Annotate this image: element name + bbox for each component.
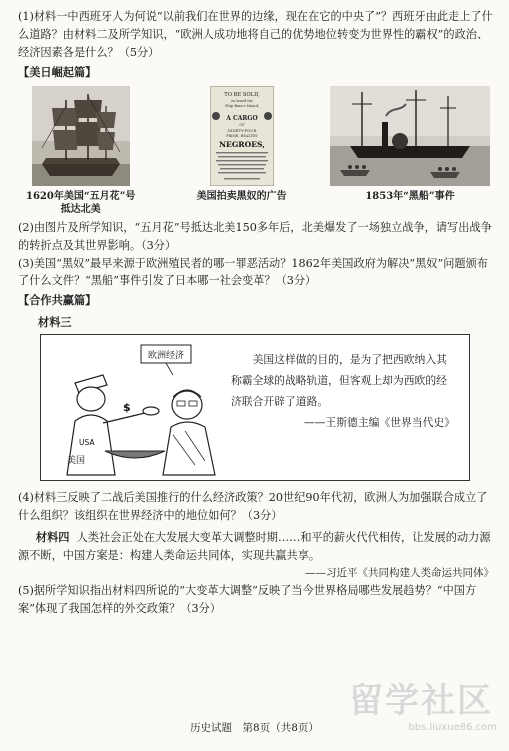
poster-line-4: OF	[239, 122, 245, 127]
caption-black-ships: 1853年“黑船”事件	[365, 190, 455, 202]
question-5: (5)据所学知识指出材料四所说的“大变革大调整”反映了当今世界格局哪些发展趋势？“中国方案”体现了我国怎样的外交政策？（3分）	[18, 583, 477, 615]
cartoon-label-usa: 美国	[67, 456, 86, 467]
marshall-plan-cartoon	[45, 335, 225, 478]
watermark-brand: 留学社区	[349, 681, 493, 721]
watermark-url: bbs.liuxue86.com	[408, 722, 497, 733]
image-row	[26, 86, 490, 217]
question-2: (2)由图片及所学知识，“五月花”号抵达北美150多年后，北美爆发了一场独立战争，请写出战争的转折点及其世界影响。（3分）	[18, 220, 492, 252]
caption-slave-poster: 美国拍卖黑奴的广告	[196, 190, 287, 202]
question-1: (1)材料一中西班牙人为何说“以前我们在世界的边缘，现在在它的中央了”？西班牙由此走上了什么道路？由材料二及所学知识，“欧洲人成功地将自己的优势地位转变为世界性的霸权”的政治、经济因素各是什么？（5分）	[18, 10, 493, 59]
material-3-source: ——王斯德主编《世界当代史》	[303, 416, 455, 430]
section-heading-rise: 【美日崛起篇】	[18, 64, 97, 79]
watermark	[349, 681, 497, 744]
question-4: (4)材料三反映了二战后美国推行的什么经济政策？20世纪90年代初，欧洲人为加强联合成立了什么组织？该组织在世界经济中的地位如何？（3分）	[18, 491, 488, 523]
section-heading-cooperation: 【合作共赢篇】	[18, 293, 97, 308]
exam-page	[18, 8, 494, 618]
page-footer: 历史试题 第8页（共8页）	[190, 722, 319, 734]
cartoon-label-europe: 欧洲经济	[147, 351, 185, 362]
material-4-source: ——习近平《共同构建人类命运共同体》	[305, 566, 494, 579]
question-3: (3)美国“黑奴”最早来源于欧洲殖民者的哪一罪恶活动？1862年美国政府为解决“黑奴”问题颁布了什么文件？“黑船”事件引发了日本哪一社会变革？（3分）	[18, 256, 488, 288]
cartoon-dollar-sign: $	[123, 401, 131, 415]
material-3-label: 材料三	[38, 315, 72, 330]
figure-mayflower	[26, 86, 135, 217]
material-4-text: 人类社会正处在大发展大变革大调整时期……和平的薪火代代相传，让发展的动力源源不断，中国方案是：构建人类命运共同体，实现共赢共享。	[18, 531, 491, 562]
material-3-quote: 美国这样做的目的，是为了把西欧纳入其称霸全球的战略轨道，但客观上却为西欧的经济联合开辟了道路。	[231, 353, 447, 409]
poster-line-3: A CARGO	[225, 114, 258, 122]
poster-line-5: NINETY-FOUR	[227, 127, 256, 133]
poster-line-2: Ship Bance Island,	[224, 103, 259, 108]
poster-line-0: TO BE SOLD,	[223, 91, 260, 98]
slave-auction-poster-image	[210, 86, 274, 186]
poster-line-1: on board the	[230, 98, 253, 103]
poster-line-7: NEGROES,	[218, 139, 265, 149]
material-3-quote-block	[231, 349, 455, 433]
material-4	[18, 529, 494, 582]
figure-black-ships	[330, 86, 490, 204]
cartoon-label-usa-hat: USA	[79, 438, 95, 448]
figure-slave-poster	[197, 86, 287, 204]
caption-mayflower: 1620年美国“五月花”号 抵达北美	[26, 190, 136, 216]
mayflower-ship-image	[32, 86, 130, 186]
material-3-box	[40, 334, 470, 481]
black-ships-image	[330, 86, 490, 186]
material-4-label: 材料四	[35, 530, 70, 545]
poster-line-6: PRIME, HEALTHY	[225, 133, 258, 138]
